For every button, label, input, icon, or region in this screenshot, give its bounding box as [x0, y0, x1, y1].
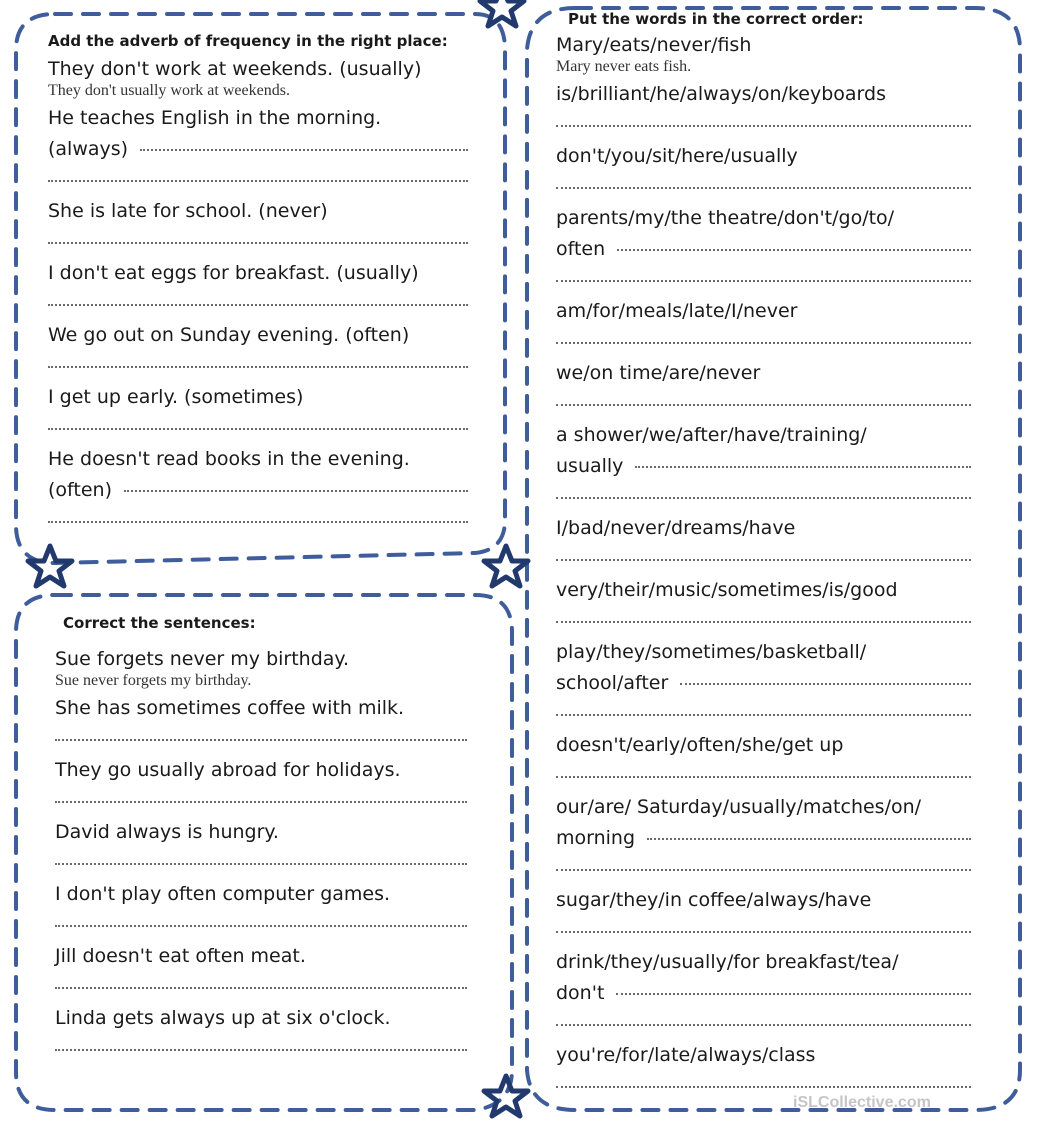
- item-text: am/for/meals/late/I/never: [556, 300, 798, 322]
- item-text: sugar/they/in coffee/always/have: [556, 889, 872, 911]
- exercise-item: [556, 730, 971, 778]
- exercise-item: [556, 947, 971, 1026]
- exercise-item: [48, 196, 468, 244]
- item-text-continued: school/after: [556, 672, 669, 694]
- item-text: I don't eat eggs for breakfast. (usually): [48, 262, 419, 284]
- answer-line[interactable]: [556, 1024, 971, 1026]
- item-text: a shower/we/after/have/training/: [556, 424, 867, 446]
- answer-line[interactable]: [635, 466, 971, 468]
- item-text: you're/for/late/always/class: [556, 1044, 816, 1066]
- item-text-continued: don't: [556, 982, 605, 1004]
- exercise-item: [556, 513, 971, 561]
- item-text: I get up early. (sometimes): [48, 386, 304, 408]
- exercise-item: [556, 1040, 971, 1088]
- answer-line[interactable]: [556, 404, 971, 406]
- answer-line[interactable]: [55, 925, 467, 927]
- example-prompt: They don't work at weekends. (usually): [48, 58, 422, 80]
- answer-line[interactable]: [48, 521, 468, 523]
- exercise-item: [48, 320, 468, 368]
- exercise-item: [48, 258, 468, 306]
- exercise-item: [556, 141, 971, 189]
- answer-line[interactable]: [556, 497, 971, 499]
- exercise-item: [48, 382, 468, 430]
- answer-line[interactable]: [616, 993, 971, 995]
- answer-line[interactable]: [48, 180, 468, 182]
- item-text: I/bad/never/dreams/have: [556, 517, 796, 539]
- answer-line[interactable]: [556, 776, 971, 778]
- word-order-list: [556, 79, 971, 1088]
- correct-sentences-section: [55, 614, 467, 1065]
- example-prompt: Mary/eats/never/fish: [556, 34, 752, 56]
- item-text: He teaches English in the morning.: [48, 107, 382, 129]
- item-text: is/brilliant/he/always/on/keyboards: [556, 83, 886, 105]
- answer-line[interactable]: [124, 490, 468, 492]
- item-text-continued: often: [556, 238, 606, 260]
- exercise-item: [556, 575, 971, 623]
- item-text-continued: morning: [556, 827, 636, 849]
- answer-line[interactable]: [55, 863, 467, 865]
- star-icon: [484, 1076, 528, 1116]
- item-text: Jill doesn't eat often meat.: [55, 945, 306, 967]
- answer-line[interactable]: [647, 838, 971, 840]
- exercise-item: [556, 885, 971, 933]
- item-text: don't/you/sit/here/usually: [556, 145, 798, 167]
- exercise-item: [556, 792, 971, 871]
- exercise-item: [556, 420, 971, 499]
- answer-line[interactable]: [140, 149, 468, 151]
- answer-line[interactable]: [55, 801, 467, 803]
- exercise-item: [55, 941, 467, 989]
- answer-line[interactable]: [55, 1049, 467, 1051]
- item-text: we/on time/are/never: [556, 362, 761, 384]
- answer-line[interactable]: [55, 987, 467, 989]
- example-prompt: Sue forgets never my birthday.: [55, 648, 349, 670]
- item-text-continued: usually: [556, 455, 624, 477]
- exercise-item: [556, 79, 971, 127]
- example-answer: Mary never eats fish.: [556, 58, 692, 75]
- item-text: She has sometimes coffee with milk.: [55, 697, 405, 719]
- section-heading: Put the words in the correct order:: [568, 10, 864, 28]
- item-text: play/they/sometimes/basketball/: [556, 641, 867, 663]
- answer-line[interactable]: [556, 869, 971, 871]
- item-text-continued: (always): [48, 138, 129, 160]
- exercise-item: [556, 637, 971, 716]
- item-text: She is late for school. (never): [48, 200, 328, 222]
- item-text: We go out on Sunday evening. (often): [48, 324, 410, 346]
- exercise-item: [556, 296, 971, 344]
- adverb-placement-section: [48, 32, 468, 537]
- item-text: He doesn't read books in the evening.: [48, 448, 410, 470]
- item-text: They go usually abroad for holidays.: [55, 759, 401, 781]
- exercise-item: [48, 103, 468, 182]
- item-text: Linda gets always up at six o'clock.: [55, 1007, 391, 1029]
- word-order-section: [556, 10, 971, 1102]
- answer-line[interactable]: [617, 249, 971, 251]
- item-text-continued: (often): [48, 479, 112, 501]
- site-watermark: iSLCollective.com: [793, 1094, 931, 1111]
- exercise-item: [55, 1003, 467, 1051]
- answer-line[interactable]: [48, 428, 468, 430]
- example-answer: Sue never forgets my birthday.: [55, 672, 252, 689]
- exercise-item: [55, 879, 467, 927]
- section-heading: Add the adverb of frequency in the right place:: [48, 32, 448, 50]
- example-answer: They don't usually work at weekends.: [48, 82, 290, 99]
- answer-line[interactable]: [556, 125, 971, 127]
- item-text: very/their/music/sometimes/is/good: [556, 579, 898, 601]
- star-icon: [480, 0, 524, 26]
- exercise-item: [556, 203, 971, 282]
- answer-line[interactable]: [680, 683, 971, 685]
- answer-line[interactable]: [556, 1086, 971, 1088]
- exercise-item: [556, 358, 971, 406]
- item-text: drink/they/usually/for breakfast/tea/: [556, 951, 899, 973]
- section-heading: Correct the sentences:: [63, 614, 256, 632]
- item-text: David always is hungry.: [55, 821, 279, 843]
- answer-line[interactable]: [556, 559, 971, 561]
- answer-line[interactable]: [48, 242, 468, 244]
- answer-line[interactable]: [48, 366, 468, 368]
- star-icon: [28, 546, 72, 586]
- answer-line[interactable]: [556, 187, 971, 189]
- exercise-item: [55, 693, 467, 741]
- answer-line[interactable]: [556, 621, 971, 623]
- answer-line[interactable]: [556, 280, 971, 282]
- item-text: parents/my/the theatre/don't/go/to/: [556, 207, 895, 229]
- answer-line[interactable]: [55, 739, 467, 741]
- star-icon: [484, 546, 528, 586]
- answer-line[interactable]: [556, 714, 971, 716]
- item-text: doesn't/early/often/she/get up: [556, 734, 844, 756]
- answer-line[interactable]: [556, 931, 971, 933]
- exercise-item: [55, 755, 467, 803]
- answer-line[interactable]: [556, 342, 971, 344]
- exercise-item: [48, 444, 468, 523]
- item-text: our/are/ Saturday/usually/matches/on/: [556, 796, 922, 818]
- exercise-item: [55, 817, 467, 865]
- answer-line[interactable]: [48, 304, 468, 306]
- item-text: I don't play often computer games.: [55, 883, 391, 905]
